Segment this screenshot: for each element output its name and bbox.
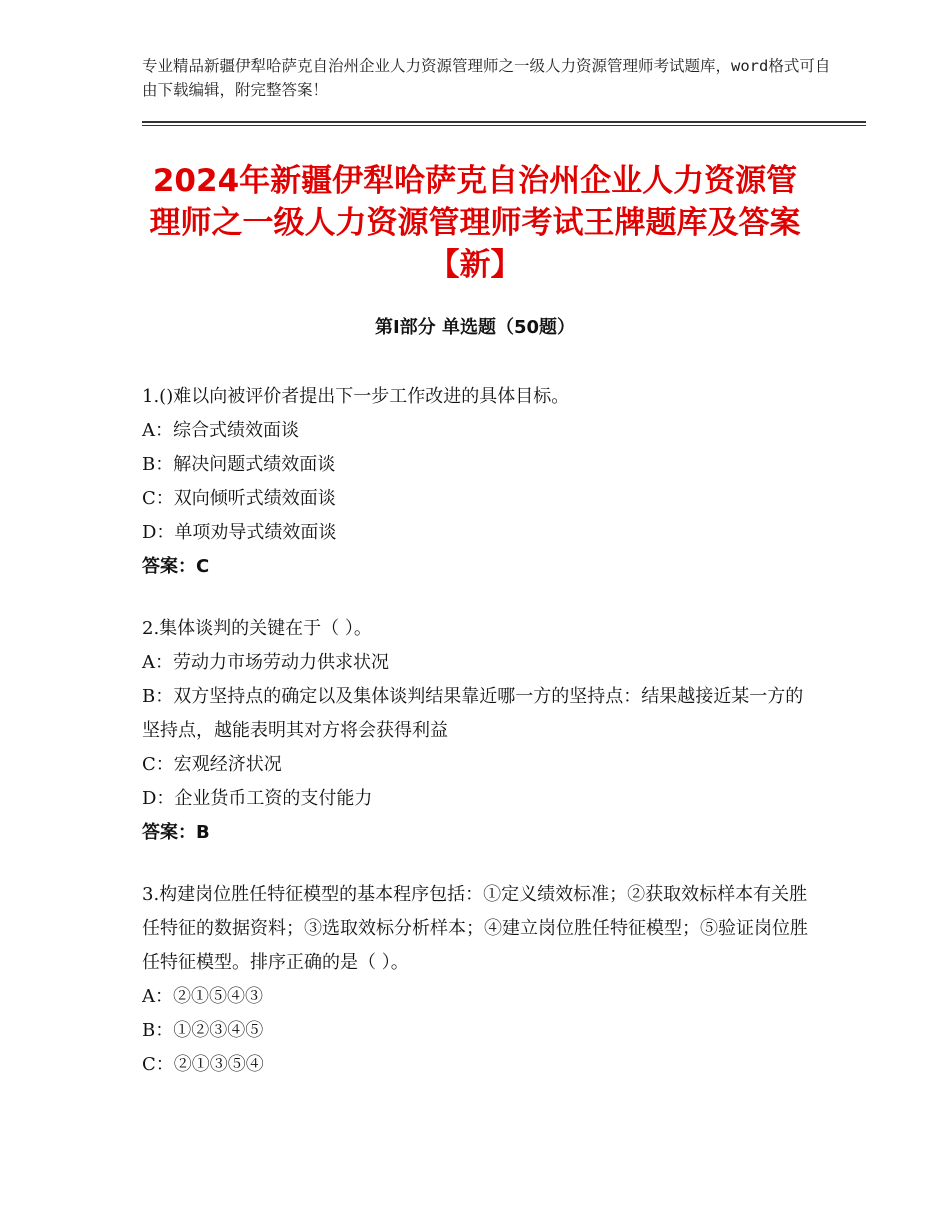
header-divider-thick [142, 121, 866, 123]
answer: 答案：B [142, 822, 210, 843]
question-list [142, 380, 812, 1110]
section-title: 第Ⅰ部分 单选题（50题） [374, 317, 575, 338]
document-title: 2024年新疆伊犁哈萨克自治州企业人力资源管理师之一级人力资源管理师考试王牌题库及答案【新】 [149, 163, 801, 283]
option-b: B：双方坚持点的确定以及集体谈判结果靠近哪一方的坚持点：结果越接近某一方的坚持点，越能表明其对方将会获得利益 [142, 686, 804, 741]
option-d: D：单项劝导式绩效面谈 [142, 522, 337, 543]
question-3 [142, 878, 812, 1082]
question-2 [142, 612, 812, 850]
option-c: C：②①③⑤④ [142, 1054, 264, 1075]
header-divider-thin [142, 125, 866, 126]
option-b: B：解决问题式绩效面谈 [142, 454, 336, 475]
option-c: C：宏观经济状况 [142, 754, 282, 775]
option-b: B：①②③④⑤ [142, 1020, 264, 1041]
question-stem: 3.构建岗位胜任特征模型的基本程序包括：①定义绩效标准；②获取效标样本有关胜任特征的数据资料；③选取效标分析样本；④建立岗位胜任特征模型；⑤验证岗位胜任特征模型。排序正确的是（ ）。 [142, 884, 808, 973]
header-note: 专业精品新疆伊犁哈萨克自治州企业人力资源管理师之一级人力资源管理师考试题库，word格式可自由下载编辑，附完整答案！ [142, 57, 831, 99]
option-d: D：企业货币工资的支付能力 [142, 788, 373, 809]
question-stem: 1.()难以向被评价者提出下一步工作改进的具体目标。 [142, 386, 570, 407]
question-stem: 2.集体谈判的关键在于（ ）。 [142, 618, 372, 639]
option-a: A：②①⑤④③ [142, 986, 263, 1007]
option-a: A：综合式绩效面谈 [142, 420, 299, 441]
option-c: C：双向倾听式绩效面谈 [142, 488, 336, 509]
answer: 答案：C [142, 556, 210, 577]
question-1 [142, 380, 812, 584]
option-a: A：劳动力市场劳动力供求状况 [142, 652, 389, 673]
